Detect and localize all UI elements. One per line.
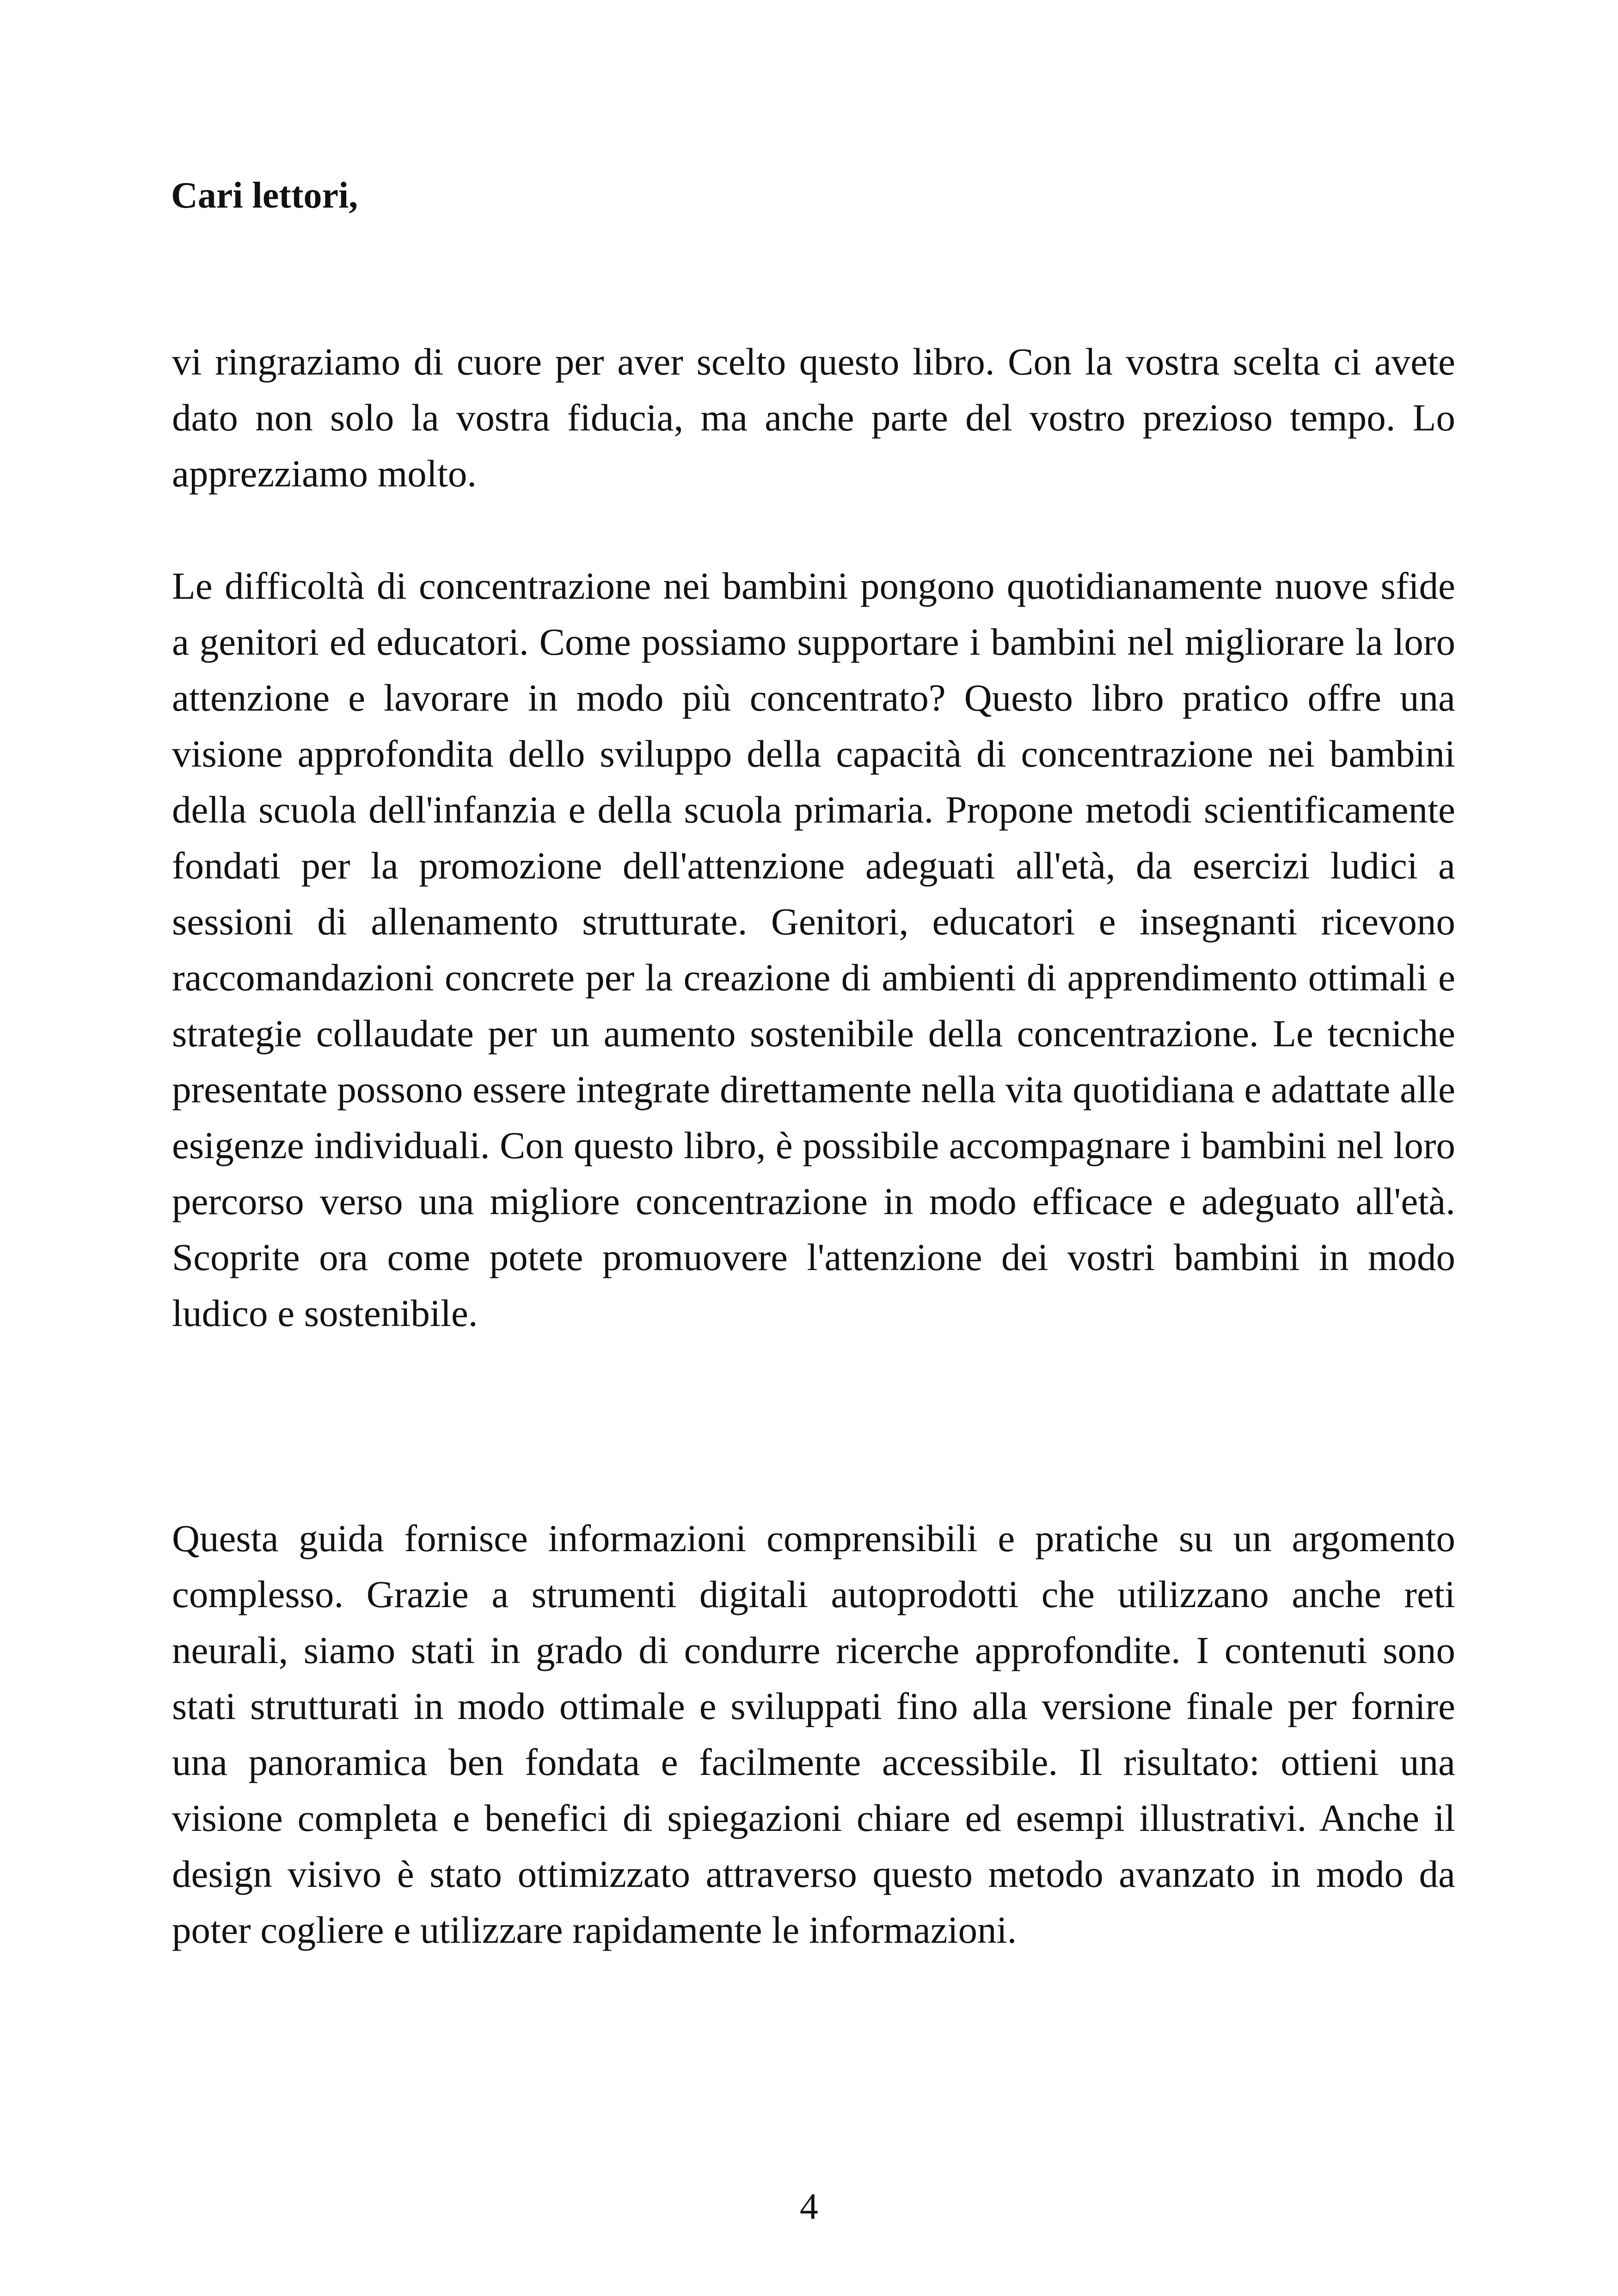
paragraph-book-overview: Le difficoltà di concentrazione nei bambini pongono quotidianamente nuove sfide a genitori ed educatori. Come possiamo supportare i bambini nel migliorare la loro attenzione e lavorare in modo più concentrato? Questo libro pratico offre una visione approfondita dello sviluppo della capacità di concentrazione nei bambini della scuola dell'infanzia e della scuola primaria. Propone metodi scientificamente fondati per la promozione dell'attenzione adeguati all'età, da esercizi ludici a sessioni di allenamento strutturate. Genitori, educatori e insegnanti ricevono raccomandazioni concrete per la creazione di ambienti di apprendimento ottimali e strategie collaudate per un aumento sostenibile della concentrazione. Le tecniche presentate possono essere integrate direttamente nella vita quotidiana e adattate alle esigenze individuali. Con questo libro, è possibile accompagnare i bambini nel loro percorso verso una migliore concentrazione in modo efficace e adeguato all'età. Scoprite ora come potete promuovere l'attenzione dei vostri bambini in modo ludico e sostenibile. <box>172 565 1455 1334</box>
salutation-heading: Cari lettori, <box>171 175 358 216</box>
paragraph-thanks: vi ringraziamo di cuore per aver scelto questo libro. Con la vostra scelta ci avete dato non solo la vostra fiducia, ma anche parte del vostro prezioso tempo. Lo apprezziamo molto. <box>172 340 1455 495</box>
page-number: 4 <box>800 2186 818 2227</box>
paragraph-guide-method: Questa guida fornisce informazioni comprensibili e pratiche su un argomento complesso. Grazie a strumenti digitali autoprodotti che utilizzano anche reti neurali, siamo stati in grado di condurre ricerche approfondite. I contenuti sono stati strutturati in modo ottimale e sviluppati fino alla versione finale per fornire una panoramica ben fondata e facilmente accessibile. Il risultato: ottieni una visione completa e benefici di spiegazioni chiare ed esempi illustrativi. Anche il design visivo è stato ottimizzato attraverso questo metodo avanzato in modo da poter cogliere e utilizzare rapidamente le informazioni. <box>172 1517 1455 1951</box>
